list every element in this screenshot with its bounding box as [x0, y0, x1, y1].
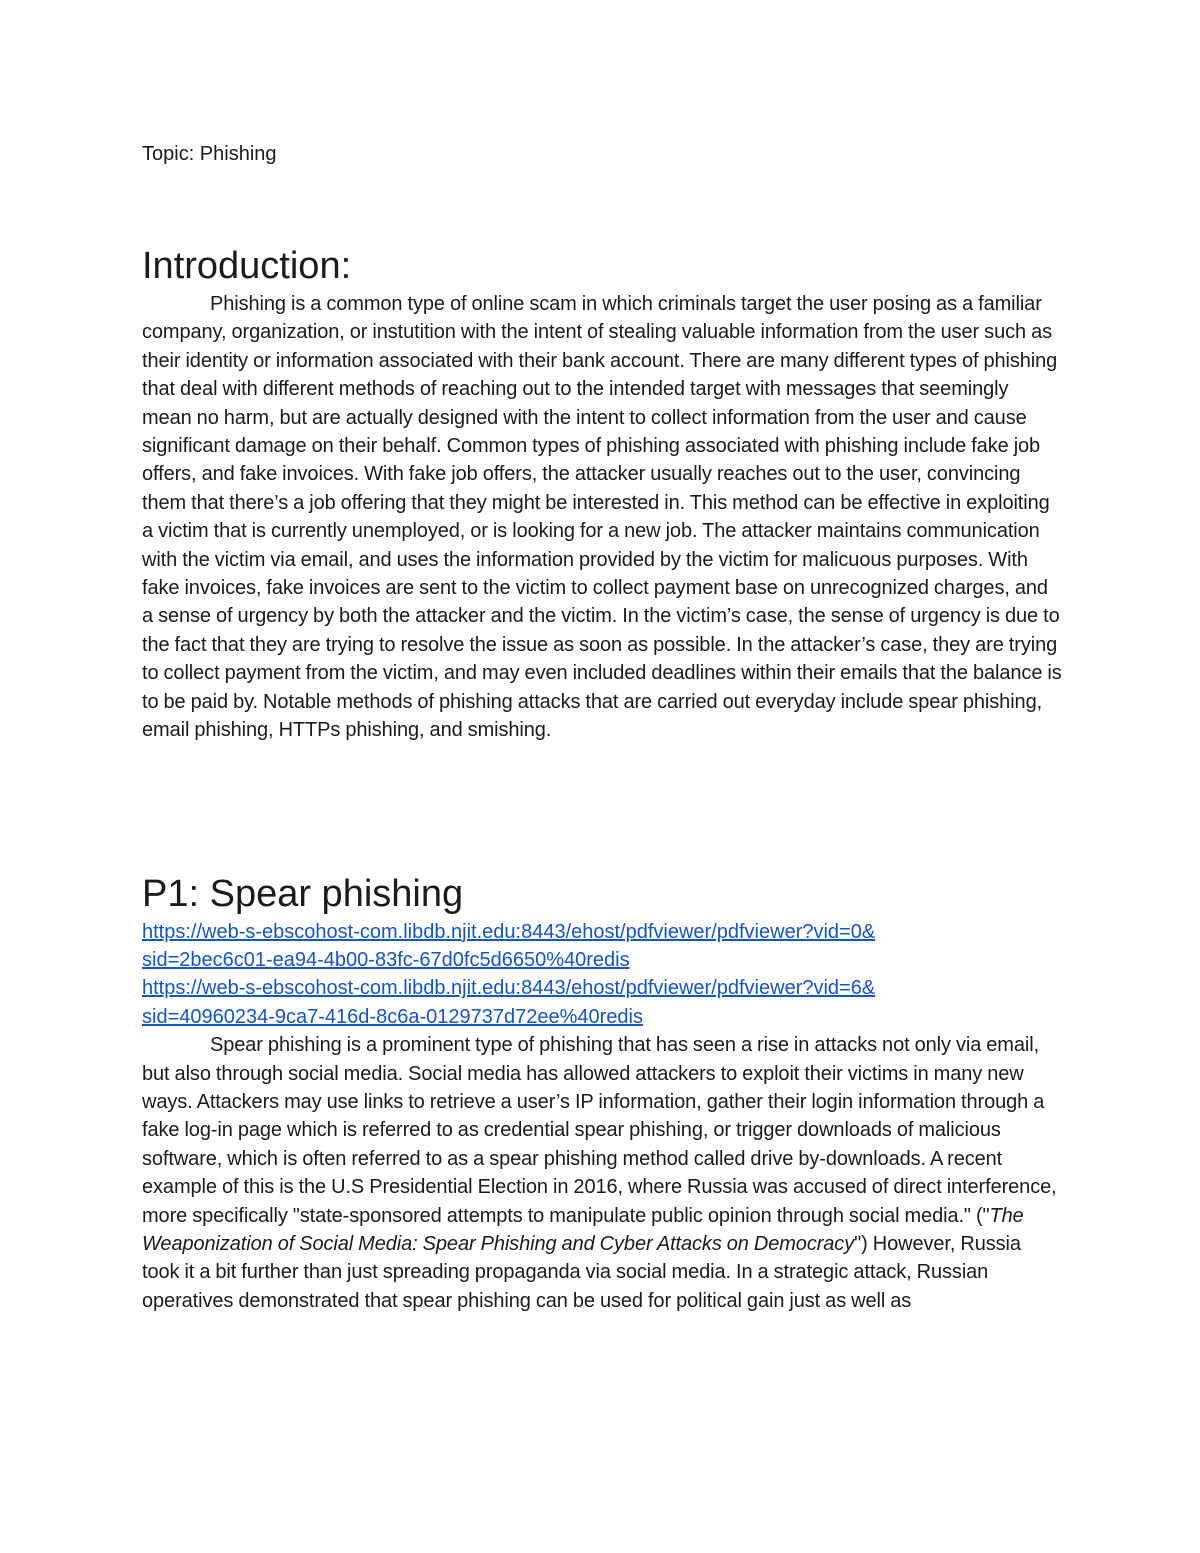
reference-links	[142, 918, 1062, 1032]
reference-link-2[interactable]: https://web-s-ebscohost-com.libdb.njit.edu:8443/ehost/pdfviewer/pdfviewer?vid=6&sid=40960234-9ca7-416d-8c6a-0129737d72ee%40redis	[142, 977, 876, 1028]
paragraph-text-start: Spear phishing is a prominent type of phishing that has seen a rise in attacks not only via email, but also through social media. Social media has allowed attackers to exploit their victims in many new ways. Attackers may use links to retrieve a user’s IP information, gather their login information through a fake log-in page which is referred to as credential spear phishing, or trigger downloads of malicious software, which is often referred to as a spear phishing method called drive by-downloads. A recent example of this is the U.S Presidential Election in 2016, where Russia was accused of direct interference, more specifically "state-sponsored attempts to manipulate public opinion through social media." ("	[142, 1034, 1057, 1227]
reference-link-1[interactable]: https://web-s-ebscohost-com.libdb.njit.edu:8443/ehost/pdfviewer/pdfviewer?vid=0&sid=2bec6c01-ea94-4b00-83fc-67d0fc5d6650%40redis	[142, 920, 876, 971]
document-content	[142, 140, 1062, 1315]
cited-article-title: The Weaponization of Social Media: Spear Phishing and Cyber Attacks on Democracy	[142, 1204, 1024, 1255]
spear-phishing-paragraph	[142, 1031, 1062, 1315]
introduction-heading: Introduction:	[142, 245, 352, 287]
paragraph-text-end: ") However, Russia took it a bit further than just spreading propaganda via social media. In a strategic attack, Russian operatives demonstrated that spear phishing can be used for political gain just as well as	[142, 1232, 1021, 1312]
topic-line: Topic: Phishing	[142, 143, 277, 165]
p1-heading: P1: Spear phishing	[142, 872, 464, 915]
introduction-paragraph: Phishing is a common type of online scam in which criminals target the user posing as a familiar company, organization, or instutition with the intent of stealing valuable information from the user such as their identity or information associated with their bank account. There are many different types of phishing that deal with different methods of reaching out to the intended target with messages that seemingly mean no harm, but are actually designed with the intent to collect information from the user and cause significant damage on their behalf. Common types of phishing associated with phishing include fake job offers, and fake invoices. With fake job offers, the attacker usually reaches out to the user, convincing them that there’s a job offering that they might be interested in. This method can be effective in exploiting a victim that is currently unemployed, or is looking for a new job. The attacker maintains communication with the victim via email, and uses the information provided by the victim for malicuous purposes. With fake invoices, fake invoices are sent to the victim to collect payment base on unrecognized charges, and a sense of urgency by both the attacker and the victim. In the victim’s case, the sense of urgency is due to the fact that they are trying to resolve the issue as soon as possible. In the attacker’s case, they are trying to collect payment from the victim, and may even included deadlines within their emails that the balance is to be paid by. Notable methods of phishing attacks that are carried out everyday include spear phishing, email phishing, HTTPs phishing, and smishing.	[142, 293, 1062, 742]
